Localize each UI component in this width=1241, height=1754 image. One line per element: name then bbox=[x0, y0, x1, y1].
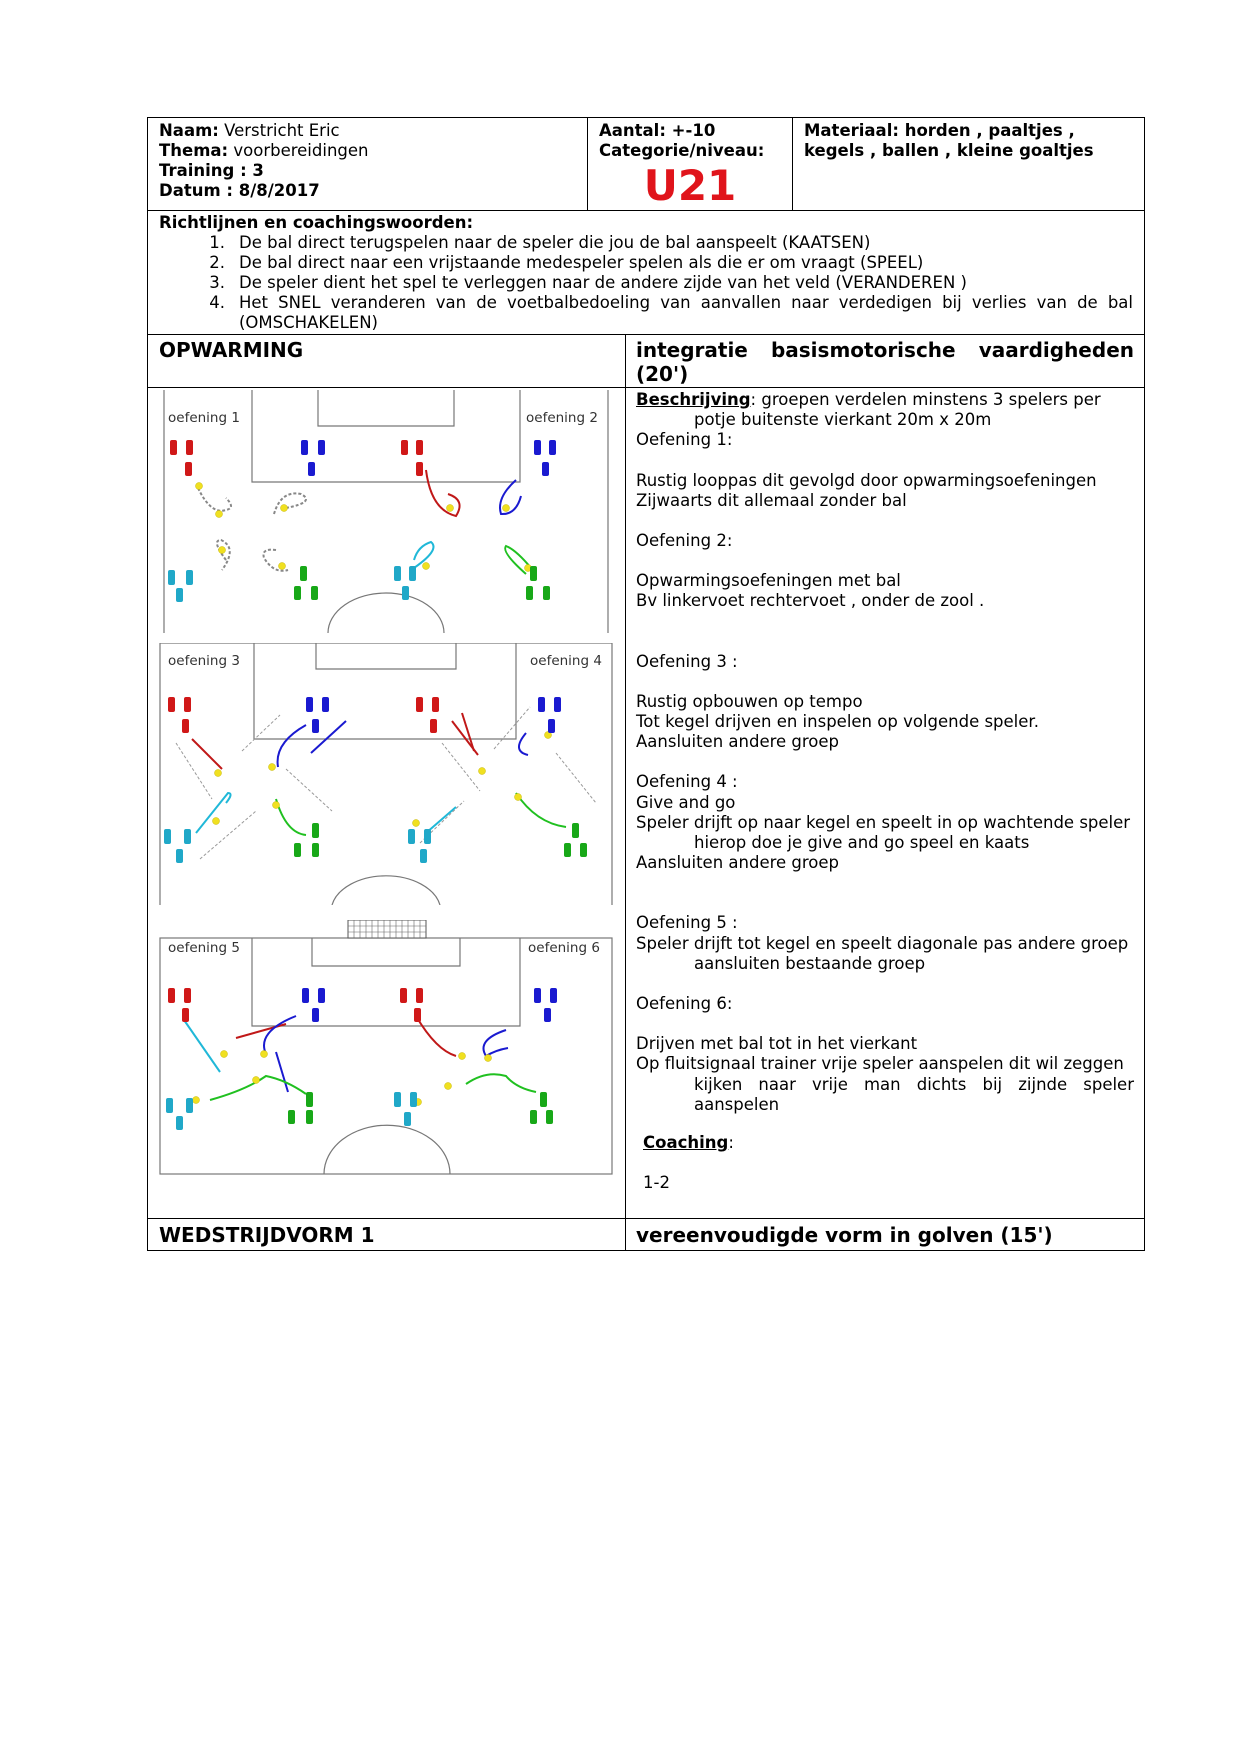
ex6-line: Op fluitsignaal trainer vrije speler aanspelen dit wil zeggen bbox=[636, 1054, 1124, 1074]
guideline-item: 1. De bal direct terugspelen naar de speler die jou de bal aanspeelt (KAATSEN) bbox=[209, 233, 871, 252]
header-row bbox=[148, 118, 1144, 211]
field-diagram-5-6 bbox=[156, 920, 616, 1176]
ex4-last: Aansluiten andere groep bbox=[636, 853, 840, 873]
guidelines-list bbox=[159, 233, 1133, 333]
label-oefening-4: oefening 4 bbox=[530, 653, 602, 669]
coaching-label: Coaching bbox=[643, 1133, 729, 1153]
label-oefening-2: oefening 2 bbox=[526, 410, 598, 426]
warmup-title-row bbox=[148, 335, 1144, 388]
datum: Datum : 8/8/2017 bbox=[159, 181, 320, 200]
field-5-6-svg bbox=[156, 920, 616, 1176]
guideline-item: 2. De bal direct naar een vrijstaande medespeler spelen als die er om vraagt (SPEEL) bbox=[209, 253, 924, 272]
guideline-item: 3. De speler dient het spel te verleggen naar de andere zijde van het veld (VERANDEREN ) bbox=[209, 273, 967, 292]
ex4-indent: hierop doe je give and go speel en kaats bbox=[694, 833, 1030, 853]
categorie-label: Categorie/niveau: bbox=[599, 141, 765, 160]
niveau-value: U21 bbox=[643, 161, 737, 210]
ex1-line: Rustig looppas dit gevolgd door opwarmingsoefeningen bbox=[636, 470, 1097, 490]
training-number: Training : 3 bbox=[159, 161, 264, 180]
ex3-title: Oefening 3 : bbox=[636, 651, 738, 671]
trainer-info bbox=[148, 118, 588, 210]
thema-value: voorbereidingen bbox=[228, 141, 369, 160]
description-cont: potje buitenste vierkant 20m x 20m bbox=[694, 410, 992, 430]
ex2-line: Opwarmingsoefeningen met bal bbox=[636, 571, 901, 591]
guideline-item: 4. Het SNEL veranderen van de voetbalbedoeling van aanvallen naar verdedigen bij verlies van de bal (OMSCHAKELEN) bbox=[209, 293, 1133, 332]
field-diagram-3-4 bbox=[156, 643, 616, 905]
label-oefening-3: oefening 3 bbox=[168, 653, 240, 669]
match-title-row bbox=[148, 1219, 1144, 1250]
label-oefening-6: oefening 6 bbox=[528, 940, 600, 956]
coaching-value: 1-2 bbox=[643, 1173, 670, 1193]
warmup-body-row bbox=[148, 388, 1144, 1219]
materiaal: Materiaal: horden , paaltjes , kegels , ballen , kleine goaltjes bbox=[804, 121, 1094, 160]
description-label: Beschrijving bbox=[636, 390, 751, 409]
match-subtitle: vereenvoudigde vorm in golven (15') bbox=[636, 1223, 1053, 1247]
field-1-2-svg bbox=[156, 390, 616, 633]
ex3-line: Tot kegel drijven en inspelen op volgende speler. bbox=[636, 712, 1039, 732]
ex6-indent: aanspelen bbox=[694, 1094, 780, 1114]
description-column bbox=[626, 388, 1144, 1218]
warmup-title: OPWARMING bbox=[148, 335, 626, 387]
coaching-colon: : bbox=[728, 1133, 734, 1153]
ex6-line: Drijven met bal tot in het vierkant bbox=[636, 1034, 918, 1054]
ex6-title: Oefening 6: bbox=[636, 994, 733, 1014]
ex1-line: Zijwaarts dit allemaal zonder bal bbox=[636, 490, 907, 510]
ex6-indent: kijken naar vrije man dichts bij zijnde speler bbox=[694, 1074, 1134, 1094]
ex5-indent: aansluiten bestaande groep bbox=[694, 953, 926, 973]
group-info bbox=[588, 118, 793, 210]
ex3-line: Rustig opbouwen op tempo bbox=[636, 691, 863, 711]
description-text: : groepen verdelen minstens 3 spelers per bbox=[750, 390, 1101, 409]
goal-net bbox=[348, 920, 426, 938]
warmup-subtitle: integratie basismotorische vaardigheden (20') bbox=[636, 338, 1134, 386]
match-title: WEDSTRIJDVORM 1 bbox=[148, 1219, 626, 1250]
naam-label: Naam: bbox=[159, 121, 219, 140]
ex4-line: Give and go bbox=[636, 792, 736, 812]
label-oefening-5: oefening 5 bbox=[168, 940, 240, 956]
field-diagram-1-2 bbox=[156, 390, 616, 633]
ex2-title: Oefening 2: bbox=[636, 531, 733, 551]
ex4-title: Oefening 4 : bbox=[636, 772, 738, 792]
naam-value: Verstricht Eric bbox=[218, 121, 340, 140]
diagram-column bbox=[148, 388, 626, 1218]
training-sheet bbox=[147, 117, 1145, 1251]
label-oefening-1: oefening 1 bbox=[168, 410, 240, 426]
ex5-line: Speler drijft tot kegel en speelt diagonale pas andere groep bbox=[636, 933, 1129, 953]
guidelines-row bbox=[148, 211, 1144, 335]
field-3-4-svg bbox=[156, 643, 616, 905]
ex3-line: Aansluiten andere groep bbox=[636, 732, 840, 752]
ex2-line: Bv linkervoet rechtervoet , onder de zool . bbox=[636, 591, 985, 611]
thema-label: Thema: bbox=[159, 141, 229, 160]
guidelines-title: Richtlijnen en coachingswoorden: bbox=[159, 213, 474, 232]
aantal: Aantal: +-10 bbox=[599, 121, 716, 140]
ex4-line: Speler drijft op naar kegel en speelt in op wachtende speler bbox=[636, 812, 1131, 832]
ex1-title: Oefening 1: bbox=[636, 430, 733, 450]
ex5-title: Oefening 5 : bbox=[636, 913, 738, 933]
